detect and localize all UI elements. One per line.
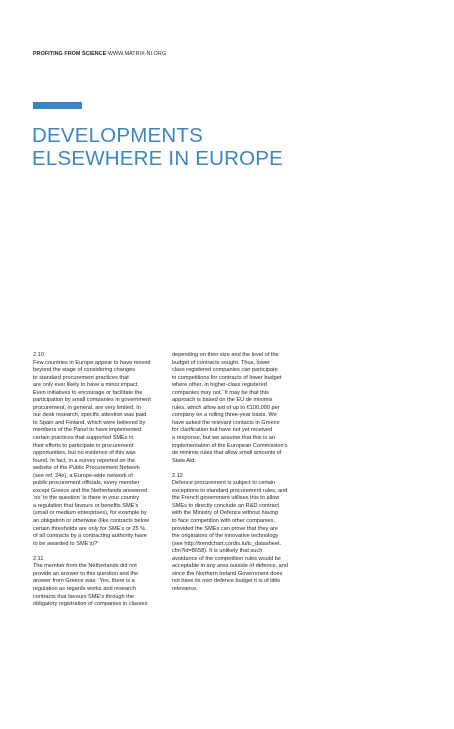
text-line: (see http://trendchart.cordis.lu/tc_datasheet.	[172, 540, 282, 547]
paragraph-2-11	[33, 556, 163, 609]
text-line: for clarification but have not yet received	[172, 427, 273, 434]
text-line: de minimis rules that allow small amounts of	[172, 450, 282, 457]
text-line: where other, in higher-class registered	[172, 382, 267, 389]
text-line: beyond the stage of considering changes	[33, 367, 136, 374]
text-line: (see ref. 24e), a Europe-wide network of	[33, 472, 133, 479]
text-line: budget of contracts sought. Thus, lower	[172, 359, 270, 366]
text-line: public procurement officials, every member	[33, 480, 140, 487]
text-line: a response, but we assume that this is an	[172, 435, 275, 442]
text-line: State Aid.	[172, 457, 196, 464]
text-line: to standard procurement practices that	[33, 374, 129, 381]
paragraph-lines	[172, 352, 302, 465]
text-line: found. In fact, in a survey reported on the	[33, 457, 135, 464]
text-line: obligatory registration of companies in classes	[33, 601, 148, 608]
text-line: cfm?id=8658). It is unlikely that such	[172, 548, 263, 555]
text-line: their efforts to participate in procurement	[33, 442, 134, 449]
running-header-title: PROFITING FROM SCIENCE	[33, 51, 107, 57]
text-line: certain thresholds are only for SME’s or 25 %	[33, 525, 146, 532]
text-line: our desk research, specific attention was paid	[33, 412, 147, 419]
text-line: website of the Public Procurement Network	[33, 465, 140, 472]
text-line: Defence procurement is subject to certain	[172, 480, 276, 487]
text-line: implementation of the European Commission’s	[172, 442, 288, 449]
text-line: companies may not.’ It may be that this	[172, 389, 269, 396]
paragraph-number: 2.11	[33, 555, 44, 562]
text-line: the French government utilises this to allow	[172, 495, 280, 502]
text-line: answer from Greece was: ‘Yes, there is a	[33, 578, 135, 585]
text-line: relevance.	[172, 585, 198, 592]
paragraph-lines	[33, 360, 163, 549]
text-line: provided the SMEs can prove that they are	[172, 525, 279, 532]
text-line: SMEs to directly conclude an R&D contract	[172, 502, 279, 509]
text-line: class registered companies can participate	[172, 367, 278, 374]
text-line: exceptions to standard procurement rules, and	[172, 487, 288, 494]
text-line: procurement, in general, are very limited. In	[33, 404, 141, 411]
text-line: have asked the relevant contacts in Greece	[172, 419, 280, 426]
running-header-url: WWW.MATRIX-NI.ORG	[106, 51, 167, 57]
text-line: not have its own defence budget it is of little	[172, 578, 281, 585]
text-line: The member from the Netherlands did not	[33, 563, 137, 570]
text-line: (small or medium enterprises), for example by	[33, 510, 147, 517]
paragraph-lines	[33, 563, 163, 608]
section-title-line: ELSEWHERE IN EUROPE	[32, 147, 283, 170]
text-line: are only ever likely to have a minor impact.	[33, 382, 140, 389]
section-accent-bar	[33, 102, 82, 109]
text-line: to Spain and Finland, which were believed by	[33, 419, 146, 426]
text-line: ‘no’ to the question ‘is there in your country	[33, 495, 140, 502]
text-line: provide an answer to this question and the	[33, 570, 139, 577]
text-line: rules, which allow aid of up to €100,000 per	[172, 404, 280, 411]
text-line: to be awarded to SME’s)?’	[33, 540, 99, 547]
text-line: acceptable in any area outside of defence, and	[172, 563, 288, 570]
paragraph-2-12	[172, 473, 302, 594]
text-line: except Greece and the Netherlands answered	[33, 487, 148, 494]
body-column-right	[172, 352, 302, 594]
text-line: since the Northern Ireland Government does	[172, 570, 283, 577]
section-title	[32, 124, 283, 170]
paragraph-number: 2.10	[33, 352, 44, 358]
text-line: an obligation or otherwise (like contracts below	[33, 518, 149, 525]
text-line: Even initiatives to encourage or facilitate the	[33, 389, 143, 396]
text-line: avoidance of the competition rules would be	[172, 555, 281, 562]
text-line: approach is based on the EU de minimis	[172, 397, 273, 404]
paragraph-lines	[172, 480, 302, 593]
text-line: depending on their size and the level of the	[172, 352, 279, 358]
text-line: with the Ministry of Defence without having	[172, 510, 279, 517]
text-line: a regulation that favours or benefits SME’s	[33, 502, 139, 509]
text-line: opportunities, but no evidence of this was	[33, 450, 136, 457]
running-header	[33, 51, 166, 58]
paragraph-2-10	[33, 352, 163, 548]
text-line: regulation as regards works and research	[33, 585, 136, 592]
text-line: contracts that favours SME’s through the	[33, 593, 134, 600]
text-line: certain practices that supported SMEs in	[33, 435, 134, 442]
section-title-line: DEVELOPMENTS	[32, 124, 203, 147]
text-line: company on a rolling three-year basis. We	[172, 412, 277, 419]
paragraph-number: 2.12	[172, 472, 183, 479]
text-line: members of the Panel to have implemented	[33, 427, 142, 434]
body-column-left	[33, 352, 163, 609]
text-line: participation by small companies in government	[33, 397, 151, 404]
paragraph-2-11-continued	[172, 352, 302, 465]
text-line: to face competition with other companies,	[172, 518, 275, 525]
text-line: the originators of the innovative technology	[172, 533, 279, 540]
text-line: of all contracts by a contracting authority have	[33, 533, 147, 540]
text-line: in competitions for contracts of lower budget	[172, 374, 282, 381]
text-line: Few countries in Europe appear to have moved	[33, 359, 151, 366]
